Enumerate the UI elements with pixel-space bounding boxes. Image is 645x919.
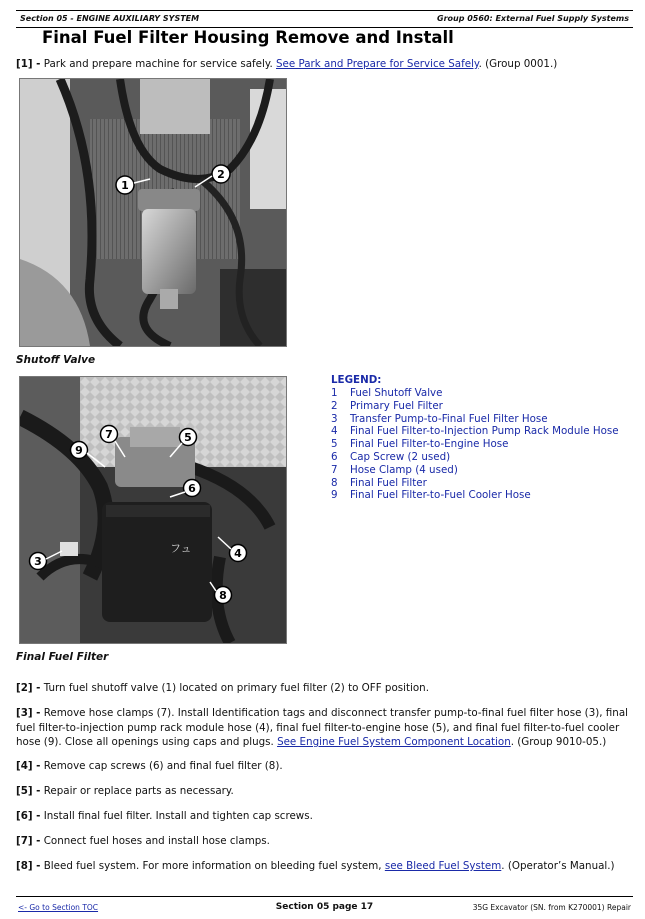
legend-item: 5 Final Fuel Filter-to-Engine Hose	[331, 438, 509, 451]
legend	[331, 374, 619, 502]
final-fuel-filter-illustration	[20, 377, 286, 643]
callout-8: 8	[219, 589, 227, 602]
page-footer	[16, 896, 633, 915]
legend-title: LEGEND:	[331, 374, 382, 386]
section-label: Section 05 - ENGINE AUXILIARY SYSTEM	[20, 14, 200, 23]
shutoff-valve-illustration	[20, 79, 286, 346]
callout-4: 4	[234, 547, 242, 560]
model-label: 35G Excavator (SN. from K270001) Repair	[472, 903, 631, 912]
legend-item: 4 Final Fuel Filter-to-Injection Pump Rack Module Hose	[331, 425, 619, 438]
bleed-fuel-system-link[interactable]: see Bleed Fuel System	[384, 860, 502, 872]
callout-1: 1	[121, 179, 129, 192]
legend-item: 6 Cap Screw (2 used)	[331, 450, 451, 463]
step-5: [5] - Repair or replace parts as necessary.	[16, 785, 234, 797]
group-label: Group 0560: External Fuel Supply Systems	[437, 14, 629, 23]
step-4: [4] - Remove cap screws (6) and final fuel filter (8).	[16, 760, 283, 772]
final-fuel-filter-photo	[19, 376, 287, 644]
legend-item: 8 Final Fuel Filter	[331, 476, 427, 489]
figure-caption-shutoff-valve: Shutoff Valve	[16, 354, 96, 366]
figure-caption-final-fuel-filter: Final Fuel Filter	[16, 651, 109, 663]
legend-item: 3 Transfer Pump-to-Final Fuel Filter Hose	[331, 412, 548, 425]
callout-3: 3	[34, 555, 42, 568]
shutoff-valve-photo	[19, 78, 287, 347]
filter-label-text: フュ	[170, 542, 192, 555]
engine-fuel-system-link[interactable]: See Engine Fuel System Component Location	[277, 736, 511, 748]
step-6: [6] - Install final fuel filter. Install and tighten cap screws.	[16, 810, 313, 822]
park-prepare-link[interactable]: See Park and Prepare for Service Safely	[276, 58, 479, 70]
legend-item: 1 Fuel Shutoff Valve	[331, 387, 443, 399]
callout-5: 5	[184, 431, 192, 444]
step-3: [3] - Remove hose clamps (7). Install Identification tags and disconnect transfer pump-to-final fuel filter hose (3), final fuel filter-to-injection pump rack module hose (4), final fuel filter-to-engine hose (5), and final fuel filter-to-fuel cooler hose (9). Close all openings using caps and plugs. See Engine Fuel System Component Location. (Group 9010-05.)	[16, 707, 628, 748]
legend-item: 2 Primary Fuel Filter	[331, 399, 443, 412]
page-number: Section 05 page 17	[275, 902, 374, 912]
step-7: [7] - Connect fuel hoses and install hose clamps.	[16, 835, 270, 847]
page-header	[16, 10, 633, 28]
callout-7: 7	[105, 428, 113, 441]
callout-9: 9	[75, 444, 83, 457]
step-8: [8] - Bleed fuel system. For more information on bleeding fuel system, see Bleed Fuel System. (Operator’s Manual.)	[16, 860, 615, 872]
legend-item: 9 Final Fuel Filter-to-Fuel Cooler Hose	[331, 489, 531, 502]
section-toc-link[interactable]: <- Go to Section TOC	[18, 903, 99, 912]
page-title: Final Fuel Filter Housing Remove and Install	[42, 28, 454, 47]
callout-2: 2	[217, 168, 225, 181]
callout-6: 6	[188, 482, 196, 495]
step-2: [2] - Turn fuel shutoff valve (1) located on primary fuel filter (2) to OFF position.	[16, 682, 429, 694]
step-1: [1] - Park and prepare machine for service safely. See Park and Prepare for Service Safely. (Group 0001.)	[16, 58, 558, 70]
legend-item: 7 Hose Clamp (4 used)	[331, 463, 458, 476]
